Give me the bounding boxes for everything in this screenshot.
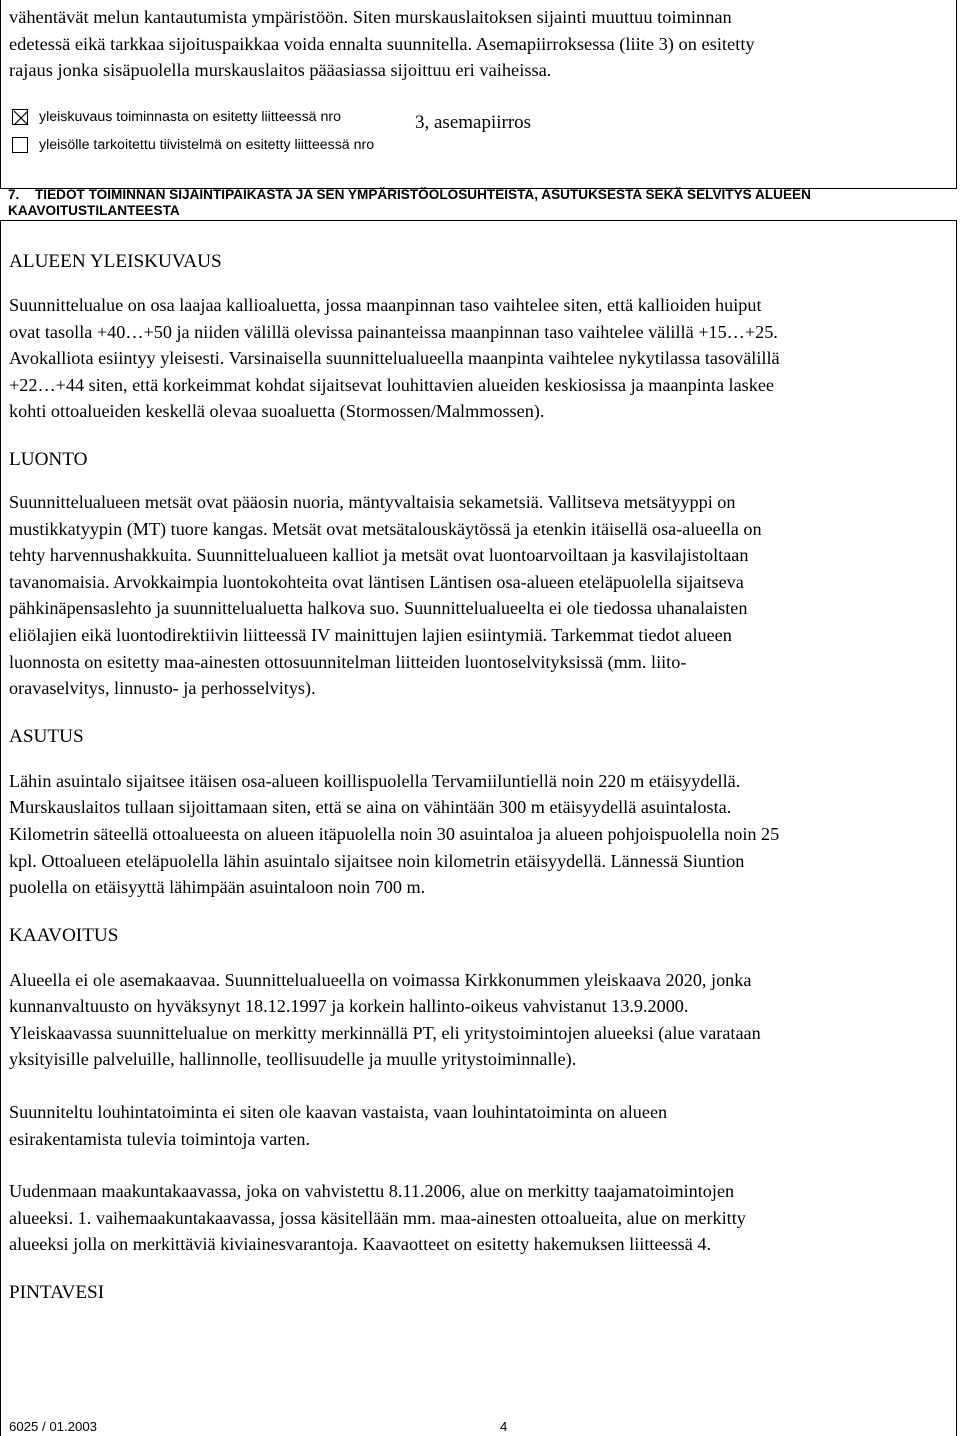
subsection-heading-overview: ALUEEN YLEISKUVAUS [9,251,222,272]
zoning-paragraph [9,1099,954,1152]
text-line: esirakentamista tulevia toimintoja varten. [9,1128,311,1149]
subsection-heading-zoning: KAAVOITUS [9,924,119,946]
text-line: Kilometrin säteellä ottoalueesta on alueen itäpuolella noin 30 asuintaloa ja alueen pohjoispuolella noin 25 [9,823,780,844]
text-line: Suunnittelualue on osa laajaa kallioaluetta, jossa maanpinnan taso vaihtelee siten, että kallioiden huiput [9,295,762,315]
section-title-line1: TIEDOT TOIMINNAN SIJAINTIPAIKASTA JA SEN YMPÄRISTÖOLOSUHTEISTA, ASUTUKSESTA SEKÄ SELVITYS ALUEEN [35,187,811,202]
text-line: yksityisille palveluille, hallinnolle, teollisuudelle ja muulle yritystoiminnalle). [9,1049,577,1070]
footer-page-number: 4 [500,1419,508,1434]
section-number: 7. [8,187,20,202]
attachment-reference: 3, asemapiirros [415,112,532,133]
section-content [9,247,954,1308]
text-line: tavanomaisia. Arvokkaimpia luontokohteita ovat läntisen Läntisen osa-alueen eteläpuolella sijaitseva [9,571,744,592]
text-line: Murskauslaitos tullaan sijoittamaan siten, että se aina on vähintään 300 m etäisyydellä asuintalosta. [9,797,732,818]
text-line: Yleiskaavassa suunnittelualue on merkitty merkinnällä PT, eli yritystoimintojen alueeksi (alue varataan [9,1022,761,1043]
text-line: eliölajien eikä luontodirektiivin liitteessä IV mainittujen lajien esiintymiä. Tarkemmat tiedot alueen [9,624,732,645]
text-line: Suunnittelualueen metsät ovat pääosin nuoria, mäntyvaltaisia sekametsiä. Vallitseva metsätyyppi on [9,491,736,512]
subsection-heading-settlement: ASUTUS [9,725,84,747]
text-line: kunnanvaltuusto on hyväksynyt 18.12.1997 ja korkein hallinto-oikeus vahvistanut 13.9.2000. [9,996,689,1017]
text-line: Suunniteltu louhintatoiminta ei siten ole kaavan vastaista, vaan louhintatoiminta on alueen [9,1102,668,1123]
text-line: Alueella ei ole asemakaavaa. Suunnittelualueella on voimassa Kirkkonummen yleiskaava 2020, jonka [9,969,752,990]
intro-line: rajaus jonka sisäpuolella murskauslaitos pääasiassa sijoittuu eri vaiheissa. [9,60,552,80]
text-line: oravaselvitys, linnusto- ja perhosselvitys). [9,678,316,699]
text-line: pähkinäpensaslehto ja suunnittelualuetta halkova suo. Suunnittelualueelta ei ole tiedossa uhanalaisten [9,598,748,619]
checkbox-summary-label: yleisölle tarkoitettu tiivistelmä on esitetty liitteessä nro [39,137,375,153]
text-line: kohti ottoalueiden keskellä olevaa suoaluetta (Stormossen/Malmmossen). [9,401,545,422]
zoning-paragraph [9,1178,954,1258]
checkbox-overview[interactable] [12,109,28,125]
text-line: puolella on etäisyyttä lähimpään asuintaloon noin 700 m. [9,877,426,898]
subsection-heading-surface-water: PINTAVESI [9,1282,105,1304]
text-line: Lähin asuintalo sijaitsee itäisen osa-alueen koillispuolella Tervamiiluntiellä noin 220 m etäisyydellä. [9,770,741,791]
section-title-line2: KAAVOITUSTILANTEESTA [8,202,180,218]
section-heading [8,187,948,218]
text-line: alueeksi jolla on merkittäviä kiviainesvarantoja. Kaavaotteet on esitetty hakemuksen liitteessä 4. [9,1234,712,1255]
text-line: luonnosta on esitetty maa-ainesten ottosuunnitelman liitteiden luontoselvityksissä (mm. liito- [9,651,687,672]
text-line: alueeksi. 1. vaihemaakuntakaavassa, jossa käsitellään mm. maa-ainesten ottoalueita, alue on merkitty [9,1207,746,1228]
zoning-paragraph [9,967,954,1073]
checkbox-row-overview[interactable] [12,107,341,127]
text-line: +22…+44 siten, että korkeimmat kohdat sijaitsevat louhittavien alueiden keskiosissa ja maanpinta laskee [9,374,775,395]
overview-paragraph [9,292,954,425]
checkbox-summary[interactable] [12,137,28,153]
footer-form-code: 6025 / 01.2003 [9,1419,97,1434]
intro-text [9,4,949,84]
nature-paragraph [9,489,954,702]
text-line: Avokalliota esiintyy yleisesti. Varsinaisella suunnittelualueella maanpinta vaihtelee nykytilassa tasovälillä [9,348,780,369]
text-line: kpl. Ottoalueen eteläpuolella lähin asuintalo sijaitsee noin kilometrin etäisyydellä. Lännessä Siuntion [9,850,745,871]
checkmark-x-icon [13,110,29,126]
text-line: ovat tasolla +40…+50 ja niiden välillä olevissa painanteissa maanpinnan taso vaihtelee välillä +15…+25. [9,321,778,342]
subsection-heading-nature: LUONTO [9,448,88,470]
text-line: Uudenmaan maakuntakaavassa, joka on vahvistettu 8.11.2006, alue on merkitty taajamatoimintojen [9,1181,735,1202]
text-line: tehty harvennushakkuita. Suunnittelualueen kalliot ja metsät ovat luontoarvoiltaan ja kasvilajistoltaan [9,545,749,566]
intro-line: edetessä eikä tarkkaa sijoituspaikkaa voida ennalta suunnitella. Asemapiirroksessa (liite 3) on esitetty [9,33,755,54]
text-line: mustikkatyypin (MT) tuore kangas. Metsät ovat metsätalouskäytössä ja etenkin itäisellä osa-alueella on [9,518,762,539]
checkbox-row-summary[interactable] [12,135,374,155]
checkbox-overview-label: yleiskuvaus toiminnasta on esitetty liitteessä nro [39,109,342,125]
intro-line: vähentävät melun kantautumista ympäristöön. Siten murskauslaitoksen sijainti muuttuu toiminnan [9,7,732,27]
settlement-paragraph [9,768,954,901]
